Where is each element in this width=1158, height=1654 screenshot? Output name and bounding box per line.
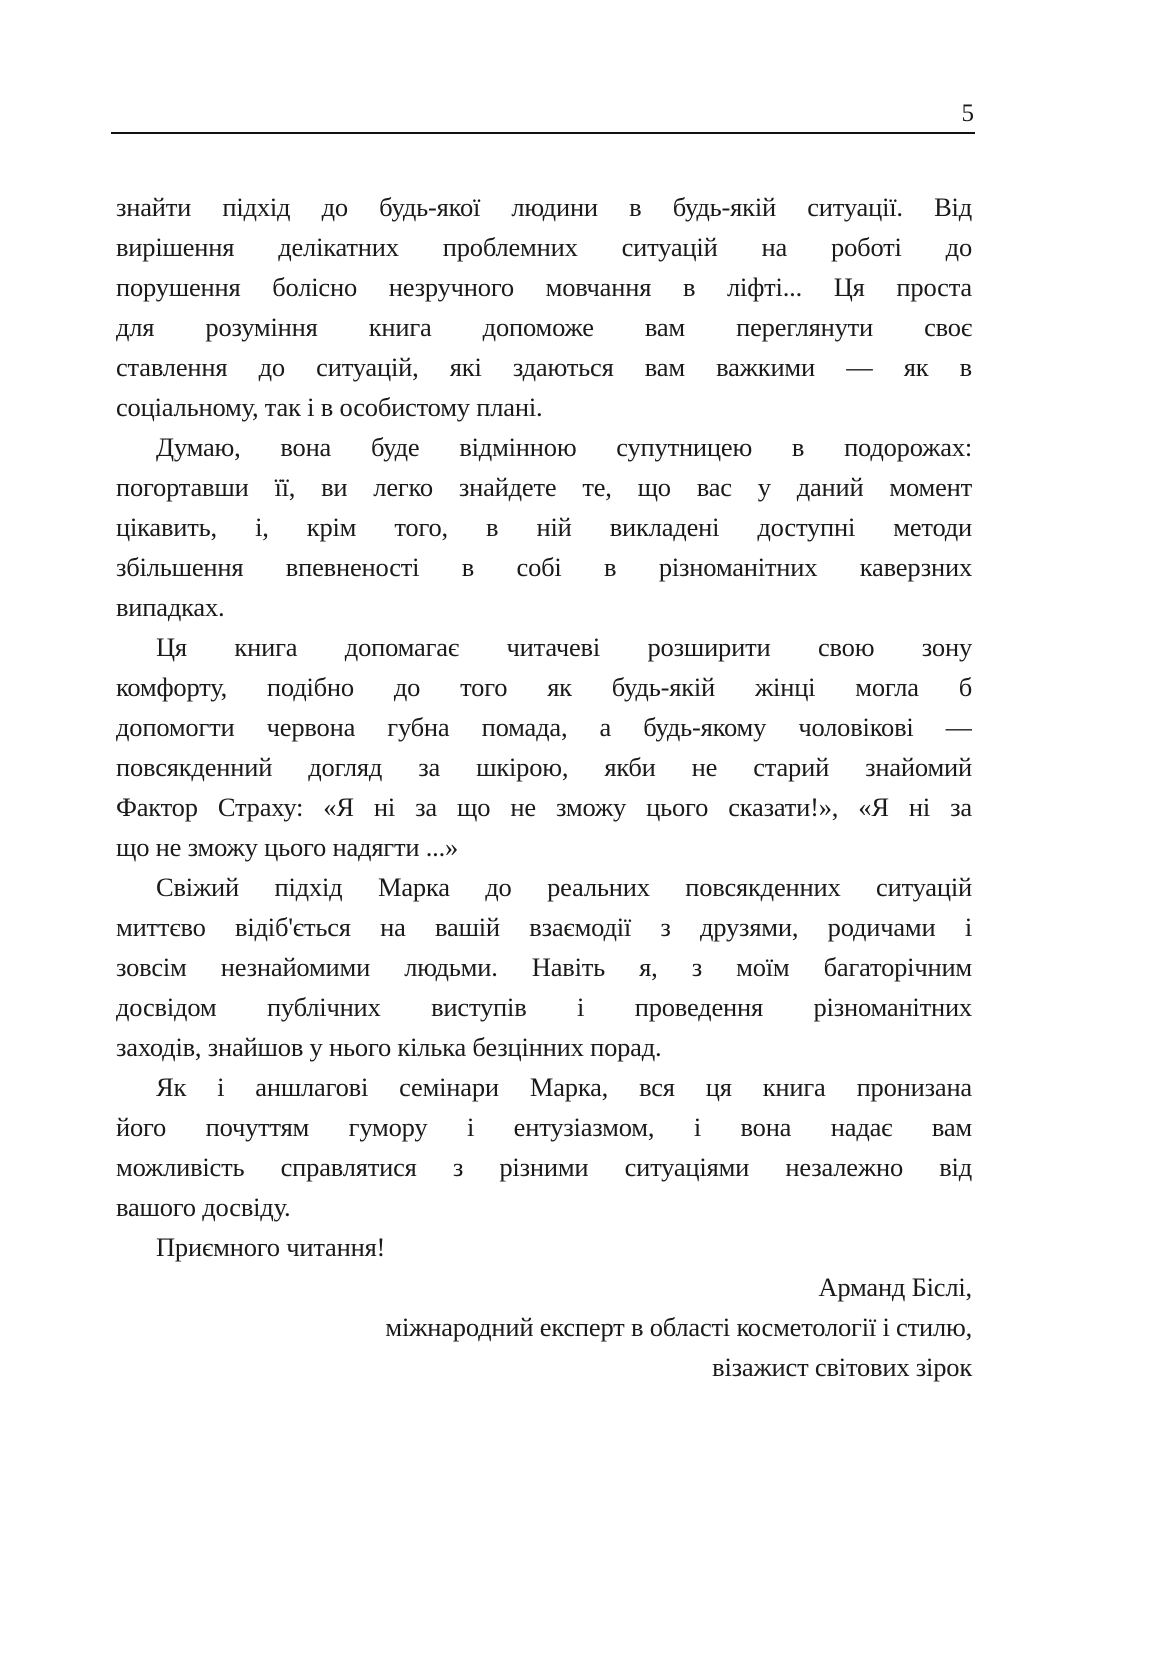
- text-line: Як і аншлагові семінари Марка, вся ця книга пронизана: [156, 1072, 972, 1102]
- signature-name: Арманд Біслі,: [818, 1272, 972, 1302]
- text-line: Свіжий підхід Марка до реальних повсякденних ситуацій: [156, 872, 972, 902]
- text-line: миттєво відіб'ється на вашій взаємодії з друзями, родичами і: [116, 912, 972, 942]
- text-line: комфорту, подібно до того як будь-якій жінці могла б: [116, 672, 972, 702]
- text-line: для розуміння книга допоможе вам переглянути своє: [116, 312, 972, 342]
- paragraph: [116, 1067, 972, 1227]
- text-line: вирішення делікатних проблемних ситуацій на роботі до: [116, 232, 972, 262]
- text-line: ставлення до ситуацій, які здаються вам важкими — як в: [116, 352, 972, 382]
- text-line: його почуттям гумору і ентузіазмом, і вона надає вам: [116, 1112, 972, 1142]
- text-line: досвідом публічних виступів і проведення різноманітних: [116, 992, 972, 1022]
- page-number: 5: [961, 100, 974, 127]
- paragraph: [116, 867, 972, 1067]
- text-line: погортавши її, ви легко знайдете те, що вас у даний момент: [116, 472, 972, 502]
- text-line: допомогти червона губна помада, а будь-якому чоловікові —: [116, 712, 972, 742]
- paragraph: [116, 1227, 972, 1267]
- text-line: Ця книга допомагає читачеві розширити свою зону: [156, 632, 972, 662]
- text-line: Приємного читання!: [156, 1232, 386, 1262]
- paragraph: [116, 427, 972, 627]
- signature-title: міжнародний експерт в області косметології і стилю,: [385, 1312, 972, 1342]
- text-line: що не зможу цього надягти ...»: [116, 832, 459, 862]
- text-line: Фактор Страху: «Я ні за що не зможу цього сказати!», «Я ні за: [116, 792, 972, 822]
- text-line: Думаю, вона буде відмінною супутницею в подорожах:: [156, 432, 972, 462]
- text-line: збільшення впевненості в собі в різноманітних каверзних: [116, 552, 972, 582]
- text-line: порушення болісно незручного мовчання в ліфті... Ця проста: [116, 272, 972, 302]
- text-line: цікавить, і, крім того, в ній викладені доступні методи: [116, 512, 972, 542]
- signature-title: візажист світових зірок: [712, 1352, 972, 1382]
- text-line: заходів, знайшов у нього кілька безцінних порад.: [116, 1032, 662, 1062]
- header-rule: [111, 132, 975, 134]
- text-line: можливість справлятися з різними ситуаціями незалежно від: [116, 1152, 972, 1182]
- page-body: [116, 187, 972, 1387]
- text-line: знайти підхід до будь-якої людини в будь-якій ситуації. Від: [116, 192, 972, 222]
- text-line: вашого досвіду.: [116, 1192, 291, 1222]
- paragraph: [116, 627, 972, 867]
- paragraph: [116, 187, 972, 427]
- text-line: зовсім незнайомими людьми. Навіть я, з моїм багаторічним: [116, 952, 972, 982]
- text-line: випадках.: [116, 592, 225, 622]
- text-line: повсякденний догляд за шкірою, якби не старий знайомий: [116, 752, 972, 782]
- text-line: соціальному, так і в особистому плані.: [116, 392, 543, 422]
